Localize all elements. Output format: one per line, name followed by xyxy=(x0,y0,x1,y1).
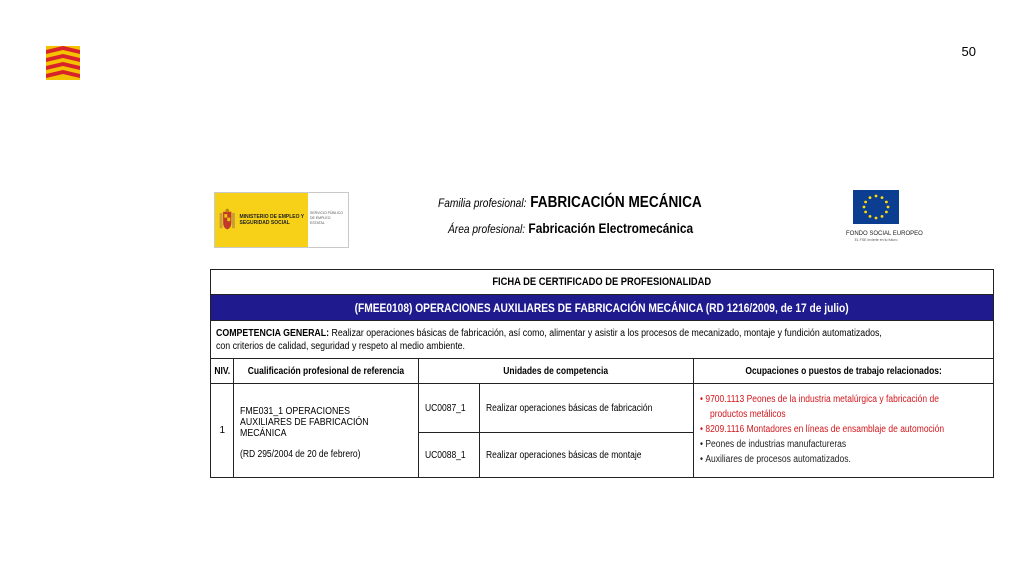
uc-code: UC0087_1 xyxy=(419,384,480,433)
fse-name: FONDO SOCIAL EUROPEO xyxy=(846,231,923,237)
col-ocupaciones-header: Ocupaciones o puestos de trabajo relacionados: xyxy=(693,359,993,384)
list-item: • 8209.1116 Montadores en líneas de ensamblaje de automoción xyxy=(699,424,944,435)
page-number: 50 xyxy=(961,44,976,59)
certificate-header xyxy=(214,190,923,248)
aragon-logo xyxy=(46,46,80,80)
ministry-logo xyxy=(214,192,349,248)
col-unidades-header: Unidades de competencia xyxy=(419,359,693,384)
ministry-name: MINISTERIO DE EMPLEO Y SEGURIDAD SOCIAL xyxy=(239,214,305,226)
cualificacion-rd: (RD 295/2004 de 20 de febrero) xyxy=(240,449,361,460)
certificate-table xyxy=(210,269,994,478)
certificate-code-title: (FMEE0108) OPERACIONES AUXILIARES DE FABRICACIÓN MECÁNICA (RD 1216/2009, de 17 de julio) xyxy=(211,295,994,321)
list-item: productos metálicos xyxy=(709,409,786,420)
uc-desc: Realizar operaciones básicas de fabricación xyxy=(480,384,694,433)
list-item: • Auxiliares de procesos automatizados. xyxy=(699,454,851,465)
cualificacion-cell xyxy=(234,384,419,478)
nivel-cell: 1 xyxy=(211,384,234,478)
col-niv-header: NIV. xyxy=(211,359,234,384)
coat-of-arms-icon xyxy=(219,200,236,240)
ministry-service: SERVICIO PÚBLICO DE EMPLEO ESTATAL xyxy=(310,211,344,225)
table-row xyxy=(211,384,994,433)
competencia-general xyxy=(211,321,994,359)
list-item: • Peones de industrias manufactureras xyxy=(699,439,846,450)
familia-profesional xyxy=(438,194,702,212)
area-label: Área profesional: xyxy=(448,222,526,236)
eu-flag-icon xyxy=(853,190,899,224)
ficha-title: FICHA DE CERTIFICADO DE PROFESIONALIDAD xyxy=(211,270,994,295)
competencia-label: COMPETENCIA GENERAL: xyxy=(216,327,330,339)
uc-code: UC0088_1 xyxy=(419,433,480,478)
ocupaciones-cell xyxy=(693,384,993,478)
fse-motto: EL FSE invierte en tu futuro xyxy=(854,238,898,242)
list-item: • 9700.1113 Peones de la industria metalúrgica y fabricación de xyxy=(699,394,939,405)
area-profesional xyxy=(448,220,693,236)
familia-label: Familia profesional: xyxy=(438,196,527,210)
competencia-text: Realizar operaciones básicas de fabricación, así como, alimentar y asistir a los procesos de mecanizado, montaje y fundición automatizados, con criterios de calidad, seguridad y respeto al medio ambiente. xyxy=(216,327,882,352)
area-value: Fabricación Electromecánica xyxy=(528,220,694,236)
fse-logo xyxy=(846,190,923,242)
familia-value: FABRICACIÓN MECÁNICA xyxy=(530,194,702,211)
cualificacion-name: FME031_1 OPERACIONES AUXILIARES DE FABRICACIÓN MECÁNICA xyxy=(240,406,370,439)
col-cualificacion-header: Cualificación profesional de referencia xyxy=(234,359,419,384)
uc-desc: Realizar operaciones básicas de montaje xyxy=(480,433,694,478)
